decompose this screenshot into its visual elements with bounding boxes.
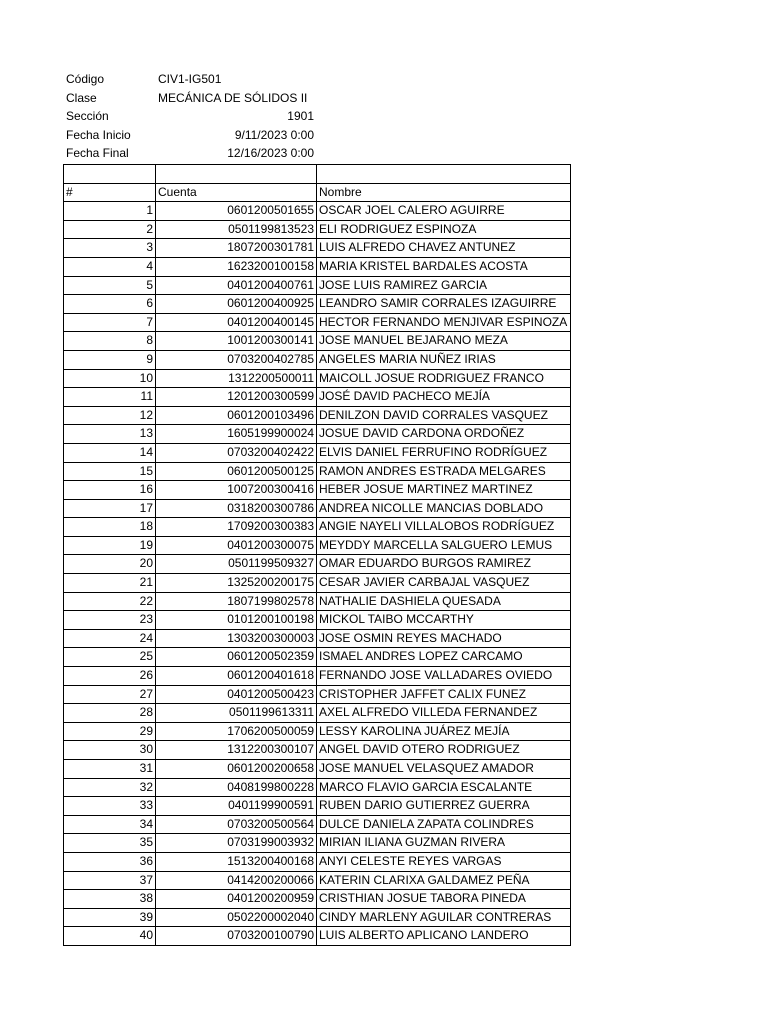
nombre-cell: CINDY MARLENY AGUILAR CONTRERAS	[317, 908, 571, 927]
row-number: 10	[64, 369, 156, 388]
nombre-cell: CRISTHIAN JOSUE TABORA PINEDA	[317, 890, 571, 909]
nombre-cell: MARIA KRISTEL BARDALES ACOSTA	[317, 257, 571, 276]
nombre-cell: ANGEL DAVID OTERO RODRIGUEZ	[317, 741, 571, 760]
row-number: 26	[64, 667, 156, 686]
row-number: 9	[64, 350, 156, 369]
table-row	[64, 406, 571, 425]
codigo-label: Código	[66, 72, 105, 86]
clase-value: MECÁNICA DE SÓLIDOS II	[158, 90, 308, 105]
nombre-cell: RAMON ANDRES ESTRADA MELGARES	[317, 462, 571, 481]
row-number: 4	[64, 257, 156, 276]
nombre-cell: JOSÉ DAVID PACHECO MEJÍA	[317, 388, 571, 407]
table-row	[64, 313, 571, 332]
nombre-cell: LEANDRO SAMIR CORRALES IZAGUIRRE	[317, 295, 571, 314]
row-number: 24	[64, 629, 156, 648]
nombre-cell: MARCO FLAVIO GARCIA ESCALANTE	[317, 778, 571, 797]
row-number: 1	[64, 202, 156, 221]
cuenta-cell: 0501199509327	[156, 555, 317, 574]
cuenta-cell: 1706200500059	[156, 722, 317, 741]
table-row	[64, 890, 571, 909]
cuenta-cell: 0601200502359	[156, 648, 317, 667]
nombre-cell: ELVIS DANIEL FERRUFINO RODRÍGUEZ	[317, 443, 571, 462]
table-row	[64, 443, 571, 462]
fecha-final-label: Fecha Final	[66, 146, 129, 160]
row-number: 22	[64, 592, 156, 611]
cuenta-cell: 0408199800228	[156, 778, 317, 797]
row-number: 18	[64, 518, 156, 537]
row-number: 25	[64, 648, 156, 667]
cuenta-cell: 0318200300786	[156, 499, 317, 518]
table-row	[64, 704, 571, 723]
row-number: 5	[64, 276, 156, 295]
row-number: 29	[64, 722, 156, 741]
cuenta-cell: 1001200300141	[156, 332, 317, 351]
table-row	[64, 388, 571, 407]
row-number: 27	[64, 685, 156, 704]
table-row	[64, 369, 571, 388]
seccion-label: Sección	[66, 109, 109, 123]
student-roster-table	[63, 164, 571, 946]
table-row	[64, 629, 571, 648]
table-row	[64, 276, 571, 295]
header-row	[64, 183, 571, 202]
row-number: 20	[64, 555, 156, 574]
cuenta-cell: 1605199900024	[156, 425, 317, 444]
nombre-cell: MICKOL TAIBO MCCARTHY	[317, 611, 571, 630]
cuenta-cell: 1201200300599	[156, 388, 317, 407]
table-row	[64, 871, 571, 890]
seccion-row	[66, 107, 316, 126]
cuenta-cell: 0401199900591	[156, 797, 317, 816]
table-row	[64, 499, 571, 518]
cuenta-cell: 1303200300003	[156, 629, 317, 648]
cuenta-cell: 0601200400925	[156, 295, 317, 314]
table-row	[64, 257, 571, 276]
nombre-cell: MAICOLL JOSUE RODRIGUEZ FRANCO	[317, 369, 571, 388]
table-row	[64, 202, 571, 221]
row-number: 7	[64, 313, 156, 332]
nombre-cell: JOSE MANUEL VELASQUEZ AMADOR	[317, 760, 571, 779]
nombre-cell: CESAR JAVIER CARBAJAL VASQUEZ	[317, 574, 571, 593]
table-row	[64, 592, 571, 611]
table-row	[64, 574, 571, 593]
codigo-row	[66, 70, 316, 89]
nombre-cell: LESSY KAROLINA JUÁREZ MEJÍA	[317, 722, 571, 741]
cuenta-cell: 0601200501655	[156, 202, 317, 221]
cuenta-cell: 1807199802578	[156, 592, 317, 611]
blank-cell	[64, 165, 156, 184]
nombre-cell: OMAR EDUARDO BURGOS RAMIREZ	[317, 555, 571, 574]
fecha-final-row	[66, 144, 316, 163]
table-row	[64, 611, 571, 630]
table-row	[64, 295, 571, 314]
row-number: 16	[64, 481, 156, 500]
fecha-final-value: 12/16/2023 0:00	[227, 146, 314, 160]
table-row	[64, 239, 571, 258]
clase-label: Clase	[66, 90, 97, 105]
cuenta-cell: 0601200103496	[156, 406, 317, 425]
nombre-cell: KATERIN CLARIXA GALDAMEZ PEÑA	[317, 871, 571, 890]
nombre-cell: LUIS ALFREDO CHAVEZ ANTUNEZ	[317, 239, 571, 258]
table-row	[64, 685, 571, 704]
table-row	[64, 741, 571, 760]
roster-body	[64, 165, 571, 946]
table-row	[64, 815, 571, 834]
table-row	[64, 648, 571, 667]
row-number: 30	[64, 741, 156, 760]
header-cuenta: Cuenta	[156, 183, 317, 202]
cuenta-cell: 0401200400145	[156, 313, 317, 332]
row-number: 2	[64, 220, 156, 239]
table-row	[64, 332, 571, 351]
nombre-cell: NATHALIE DASHIELA QUESADA	[317, 592, 571, 611]
nombre-cell: CRISTOPHER JAFFET CALIX FUNEZ	[317, 685, 571, 704]
blank-cell	[317, 165, 571, 184]
seccion-value: 1901	[287, 109, 314, 123]
nombre-cell: ISMAEL ANDRES LOPEZ CARCAMO	[317, 648, 571, 667]
table-row	[64, 425, 571, 444]
cuenta-cell: 0502200002040	[156, 908, 317, 927]
nombre-cell: RUBEN DARIO GUTIERREZ GUERRA	[317, 797, 571, 816]
table-row	[64, 350, 571, 369]
row-number: 38	[64, 890, 156, 909]
nombre-cell: ANYI CELESTE REYES VARGAS	[317, 852, 571, 871]
table-row	[64, 852, 571, 871]
nombre-cell: JOSE LUIS RAMIREZ GARCIA	[317, 276, 571, 295]
cuenta-cell: 0101200100198	[156, 611, 317, 630]
cuenta-cell: 0601200500125	[156, 462, 317, 481]
cuenta-cell: 1007200300416	[156, 481, 317, 500]
blank-cell	[156, 165, 317, 184]
cuenta-cell: 0401200400761	[156, 276, 317, 295]
cuenta-cell: 1325200200175	[156, 574, 317, 593]
nombre-cell: JOSE MANUEL BEJARANO MEZA	[317, 332, 571, 351]
row-number: 31	[64, 760, 156, 779]
nombre-cell: ELI RODRIGUEZ ESPINOZA	[317, 220, 571, 239]
row-number: 12	[64, 406, 156, 425]
row-number: 32	[64, 778, 156, 797]
fecha-inicio-value: 9/11/2023 0:00	[234, 127, 314, 142]
row-number: 19	[64, 536, 156, 555]
nombre-cell: JOSE OSMIN REYES MACHADO	[317, 629, 571, 648]
table-row	[64, 722, 571, 741]
header-number: #	[64, 183, 156, 202]
cuenta-cell: 0401200200959	[156, 890, 317, 909]
clase-row	[66, 89, 316, 108]
course-info	[66, 70, 316, 163]
fecha-inicio-row	[66, 126, 316, 145]
header-nombre: Nombre	[317, 183, 571, 202]
nombre-cell: DULCE DANIELA ZAPATA COLINDRES	[317, 815, 571, 834]
row-number: 37	[64, 871, 156, 890]
row-number: 36	[64, 852, 156, 871]
table-row	[64, 481, 571, 500]
nombre-cell: HECTOR FERNANDO MENJIVAR ESPINOZA	[317, 313, 571, 332]
nombre-cell: MEYDDY MARCELLA SALGUERO LEMUS	[317, 536, 571, 555]
codigo-value: CIV1-IG501	[158, 72, 222, 86]
nombre-cell: OSCAR JOEL CALERO AGUIRRE	[317, 202, 571, 221]
cuenta-cell: 0703200402785	[156, 350, 317, 369]
nombre-cell: DENILZON DAVID CORRALES VASQUEZ	[317, 406, 571, 425]
cuenta-cell: 0703200402422	[156, 443, 317, 462]
cuenta-cell: 1312200500011	[156, 369, 317, 388]
nombre-cell: HEBER JOSUE MARTINEZ MARTINEZ	[317, 481, 571, 500]
fecha-inicio-label: Fecha Inicio	[66, 127, 131, 142]
row-number: 21	[64, 574, 156, 593]
row-number: 11	[64, 388, 156, 407]
cuenta-cell: 1312200300107	[156, 741, 317, 760]
cuenta-cell: 0703200100790	[156, 927, 317, 946]
table-row	[64, 555, 571, 574]
table-row	[64, 797, 571, 816]
cuenta-cell: 0601200200658	[156, 760, 317, 779]
cuenta-cell: 0414200200066	[156, 871, 317, 890]
table-row	[64, 518, 571, 537]
cuenta-cell: 0703199003932	[156, 834, 317, 853]
nombre-cell: MIRIAN ILIANA GUZMAN RIVERA	[317, 834, 571, 853]
table-row	[64, 462, 571, 481]
row-number: 28	[64, 704, 156, 723]
row-number: 39	[64, 908, 156, 927]
table-row	[64, 927, 571, 946]
row-number: 17	[64, 499, 156, 518]
row-number: 23	[64, 611, 156, 630]
table-row	[64, 220, 571, 239]
row-number: 33	[64, 797, 156, 816]
row-number: 8	[64, 332, 156, 351]
cuenta-cell: 1513200400168	[156, 852, 317, 871]
table-row	[64, 667, 571, 686]
cuenta-cell: 0601200401618	[156, 667, 317, 686]
table-row	[64, 778, 571, 797]
nombre-cell: ANGIE NAYELI VILLALOBOS RODRÍGUEZ	[317, 518, 571, 537]
row-number: 14	[64, 443, 156, 462]
cuenta-cell: 1807200301781	[156, 239, 317, 258]
nombre-cell: AXEL ALFREDO VILLEDA FERNANDEZ	[317, 704, 571, 723]
row-number: 6	[64, 295, 156, 314]
nombre-cell: JOSUE DAVID CARDONA ORDOÑEZ	[317, 425, 571, 444]
row-number: 3	[64, 239, 156, 258]
nombre-cell: LUIS ALBERTO APLICANO LANDERO	[317, 927, 571, 946]
cuenta-cell: 0401200500423	[156, 685, 317, 704]
row-number: 35	[64, 834, 156, 853]
cuenta-cell: 0501199813523	[156, 220, 317, 239]
cuenta-cell: 0703200500564	[156, 815, 317, 834]
cuenta-cell: 0401200300075	[156, 536, 317, 555]
row-number: 34	[64, 815, 156, 834]
row-number: 15	[64, 462, 156, 481]
cuenta-cell: 1623200100158	[156, 257, 317, 276]
row-number: 13	[64, 425, 156, 444]
row-number: 40	[64, 927, 156, 946]
blank-row	[64, 165, 571, 184]
nombre-cell: ANGELES MARIA NUÑEZ IRIAS	[317, 350, 571, 369]
table-row	[64, 908, 571, 927]
table-row	[64, 536, 571, 555]
cuenta-cell: 0501199613311	[156, 704, 317, 723]
table-row	[64, 834, 571, 853]
nombre-cell: ANDREA NICOLLE MANCIAS DOBLADO	[317, 499, 571, 518]
cuenta-cell: 1709200300383	[156, 518, 317, 537]
table-row	[64, 760, 571, 779]
nombre-cell: FERNANDO JOSE VALLADARES OVIEDO	[317, 667, 571, 686]
